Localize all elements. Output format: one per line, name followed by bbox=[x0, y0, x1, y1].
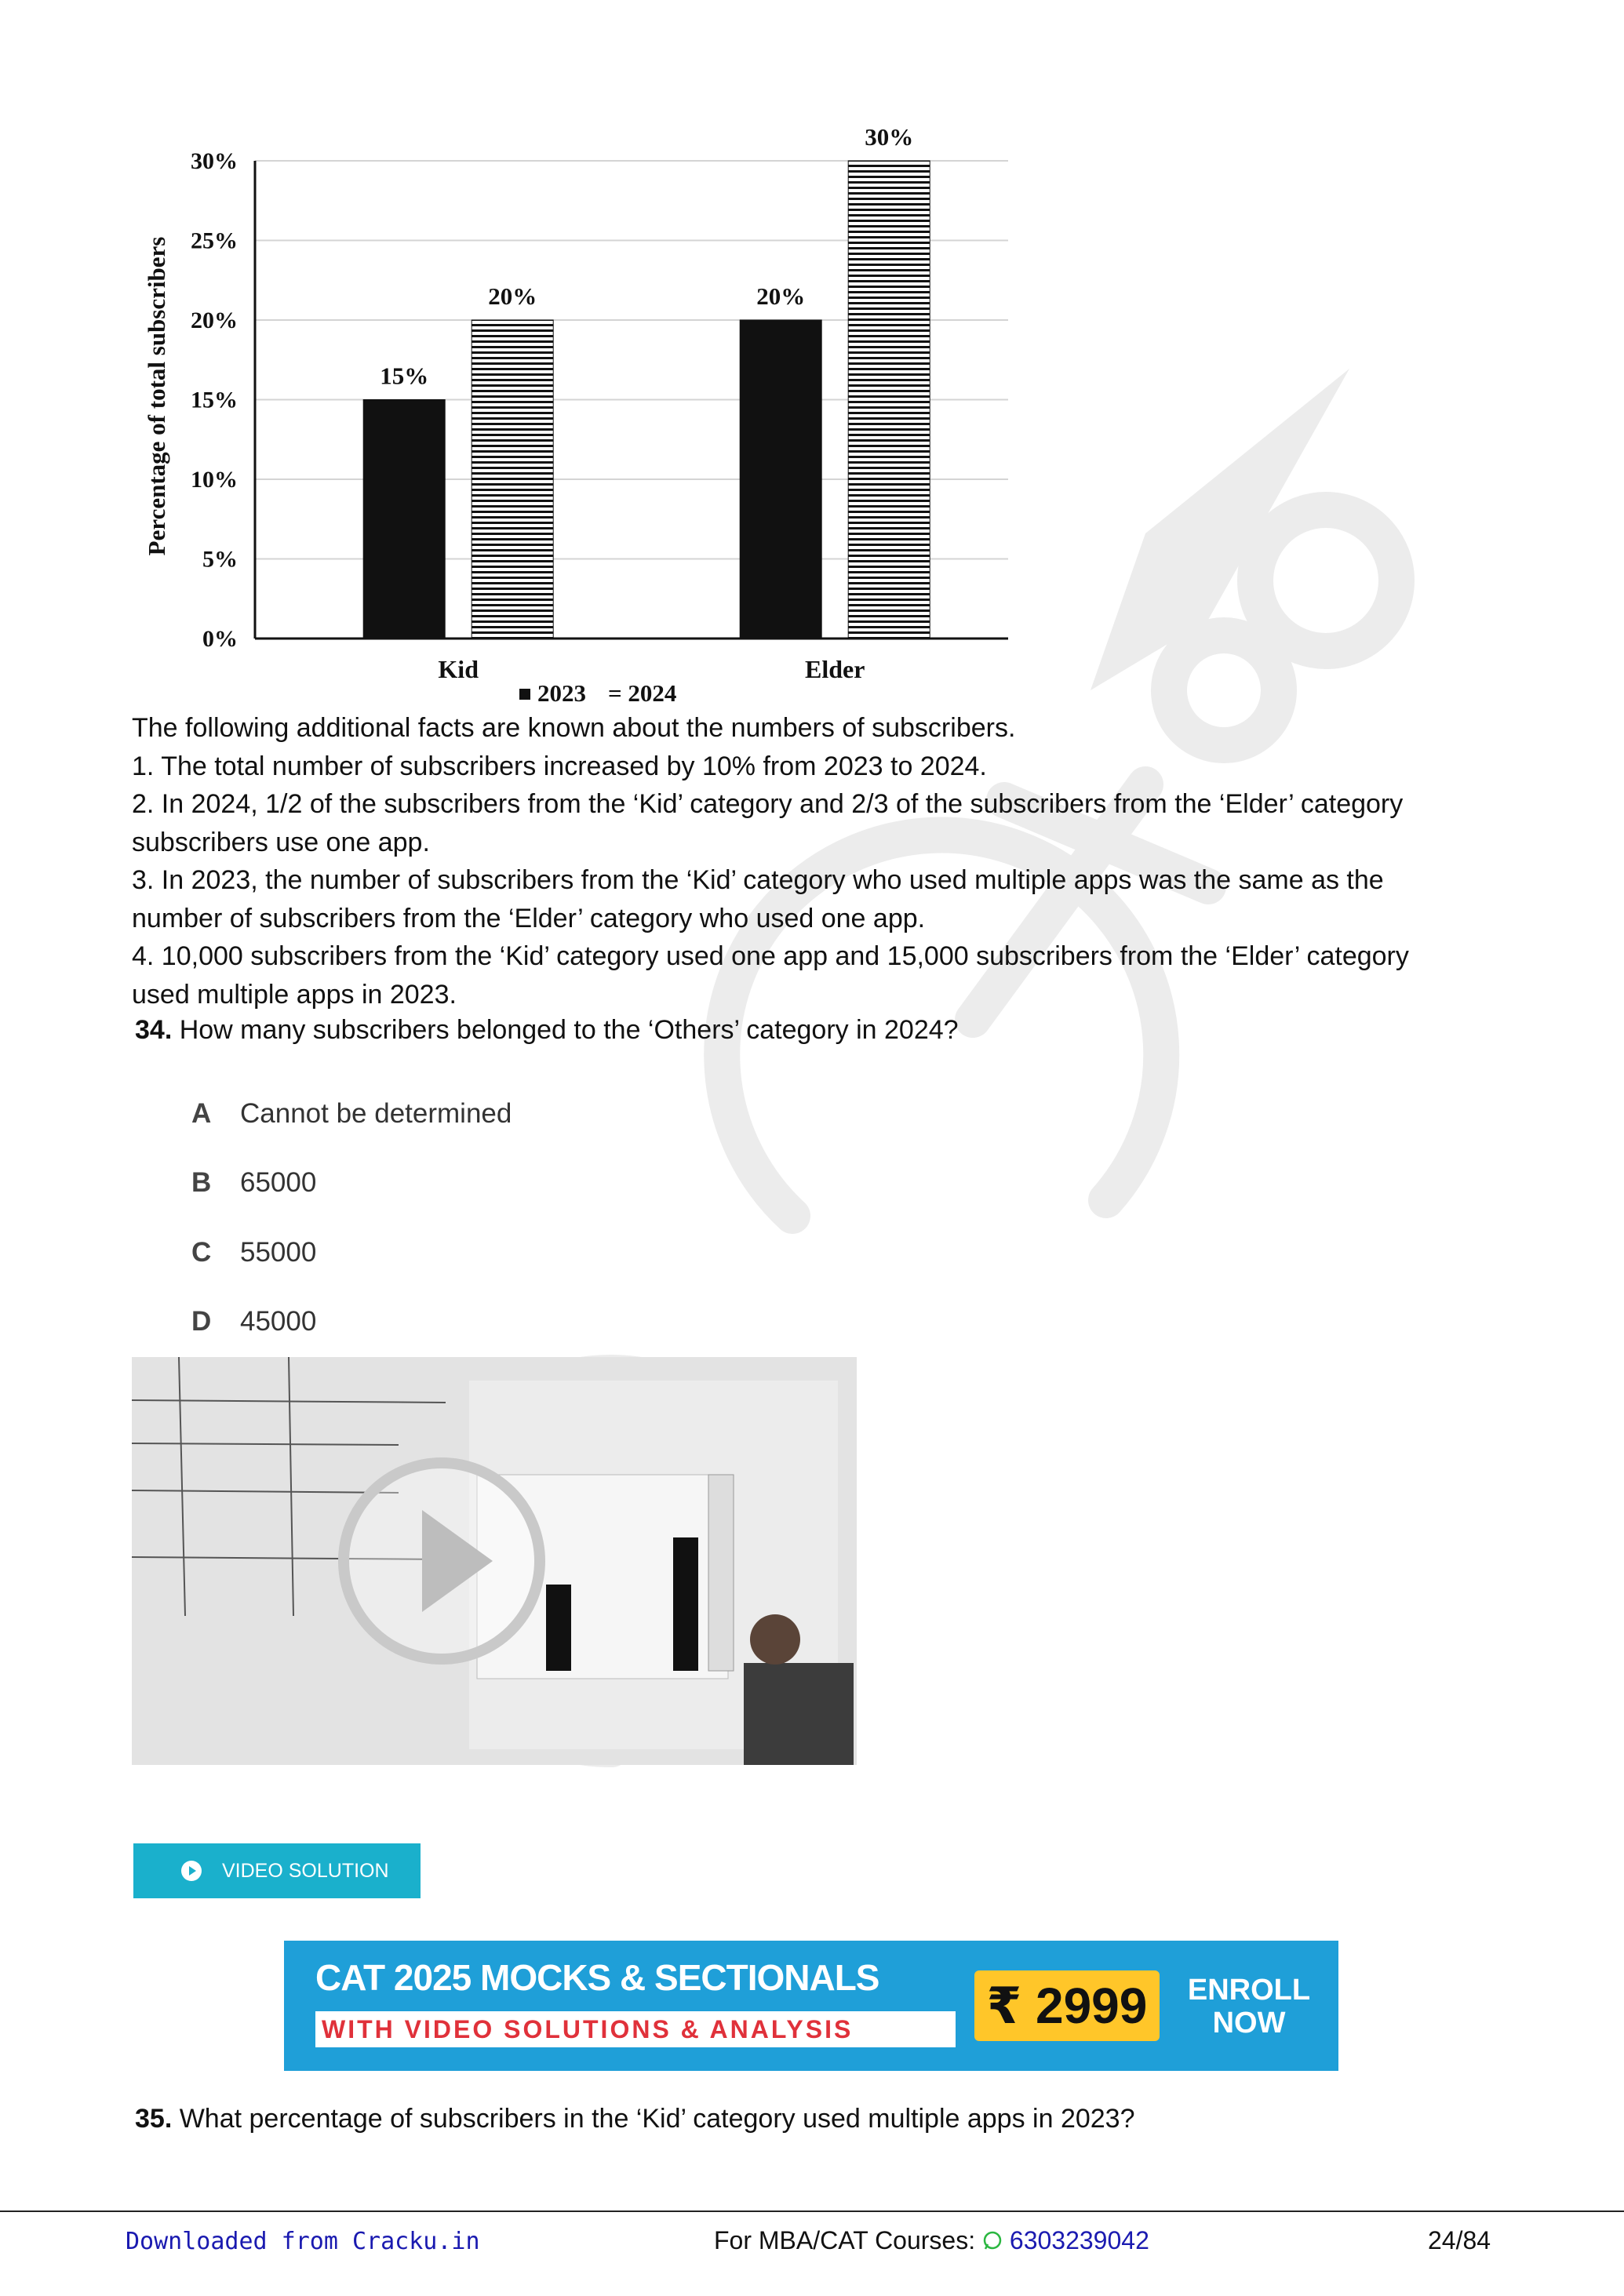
fact-1: 1. The total number of subscribers increased by 10% from 2023 to 2024. bbox=[132, 751, 987, 781]
option-a-text: Cannot be determined bbox=[240, 1098, 512, 1129]
fact-3: 3. In 2023, the number of subscribers from the ‘Kid’ category who used multiple apps was the same as the number of subscribers from the ‘Elder’ category who used one app. bbox=[132, 865, 1384, 933]
fact-2: 2. In 2024, 1/2 of the subscribers from the ‘Kid’ category and 2/3 of the subscribers from the ‘Elder’ category subscribers use one app. bbox=[132, 789, 1404, 857]
bar-elder-2023 bbox=[740, 320, 821, 639]
footer-phone[interactable]: 6303239042 bbox=[1009, 2226, 1149, 2254]
footer-courses-label: For MBA/CAT Courses: bbox=[714, 2226, 982, 2254]
y-tick-label: 30% bbox=[191, 148, 238, 174]
play-icon bbox=[181, 1861, 202, 1881]
option-d[interactable] bbox=[191, 1306, 316, 1337]
y-tick-label: 20% bbox=[191, 307, 238, 333]
additional-facts bbox=[132, 709, 1466, 1013]
facts-intro: The following additional facts are known about the numbers of subscribers. bbox=[132, 713, 1016, 743]
subscriber-bar-chart bbox=[118, 110, 1028, 714]
option-c[interactable] bbox=[191, 1237, 316, 1268]
legend-label-2024: = 2024 bbox=[608, 679, 677, 707]
data-label-kid-2024: 20% bbox=[488, 282, 537, 310]
question-34 bbox=[135, 1015, 959, 1046]
banner-subtitle: WITH VIDEO SOLUTIONS & ANALYSIS bbox=[315, 2011, 956, 2047]
footer-divider bbox=[0, 2210, 1624, 2212]
x-tick-label-elder: Elder bbox=[804, 655, 865, 683]
option-b-letter: B bbox=[191, 1167, 212, 1198]
question-34-text: How many subscribers belonged to the ‘Others’ category in 2024? bbox=[179, 1015, 959, 1045]
y-axis-label: Percentage of total subscribers bbox=[143, 236, 170, 556]
y-tick-label: 25% bbox=[191, 227, 238, 254]
banner-title: CAT 2025 MOCKS & SECTIONALS bbox=[315, 1957, 879, 1998]
legend-swatch-2023 bbox=[519, 689, 530, 700]
y-tick-label: 5% bbox=[202, 546, 238, 573]
footer-courses bbox=[714, 2226, 1149, 2255]
page-number: 24/84 bbox=[1428, 2226, 1491, 2254]
y-tick-label: 15% bbox=[191, 387, 238, 413]
option-d-text: 45000 bbox=[240, 1306, 317, 1337]
question-34-number: 34. bbox=[135, 1015, 173, 1045]
banner-price: ₹ 2999 bbox=[974, 1970, 1160, 2041]
question-35-text: What percentage of subscribers in the ‘Kid’ category used multiple apps in 2023? bbox=[179, 2104, 1135, 2134]
option-a[interactable] bbox=[191, 1098, 512, 1130]
banner-cta-line1: ENROLL bbox=[1187, 1974, 1311, 2007]
bar-kid-2024 bbox=[472, 320, 553, 639]
data-label-kid-2023: 15% bbox=[380, 362, 429, 390]
video-frame-sketch bbox=[132, 1357, 857, 1765]
option-a-letter: A bbox=[191, 1098, 212, 1129]
question-35-number: 35. bbox=[135, 2104, 173, 2134]
video-solution-button[interactable] bbox=[133, 1843, 421, 1898]
option-c-text: 55000 bbox=[240, 1237, 317, 1268]
banner-cta-line2: NOW bbox=[1212, 2007, 1286, 2039]
data-label-elder-2023: 20% bbox=[756, 282, 806, 310]
whatsapp-icon bbox=[982, 2230, 1003, 2251]
video-solution-label: VIDEO SOLUTION bbox=[222, 1859, 389, 1882]
legend-label-2023: 2023 bbox=[537, 679, 586, 707]
fact-4: 4. 10,000 subscribers from the ‘Kid’ category used one app and 15,000 subscribers from the ‘Elder’ category used multiple apps in 2023. bbox=[132, 941, 1409, 1010]
data-label-elder-2024: 30% bbox=[865, 123, 914, 151]
bar-elder-2024 bbox=[848, 161, 930, 639]
option-b[interactable] bbox=[191, 1167, 316, 1199]
footer-download-link[interactable]: Downloaded from Cracku.in bbox=[126, 2228, 480, 2255]
question-35 bbox=[135, 2104, 1135, 2134]
option-b-text: 65000 bbox=[240, 1167, 317, 1198]
video-thumbnail[interactable] bbox=[132, 1357, 857, 1765]
x-tick-label-kid: Kid bbox=[438, 655, 479, 683]
cat-mocks-banner[interactable] bbox=[284, 1941, 1338, 2071]
y-tick-label: 10% bbox=[191, 467, 238, 493]
bar-kid-2023 bbox=[363, 400, 445, 639]
y-tick-label: 0% bbox=[202, 626, 238, 652]
option-c-letter: C bbox=[191, 1237, 212, 1268]
option-d-letter: D bbox=[191, 1306, 212, 1337]
